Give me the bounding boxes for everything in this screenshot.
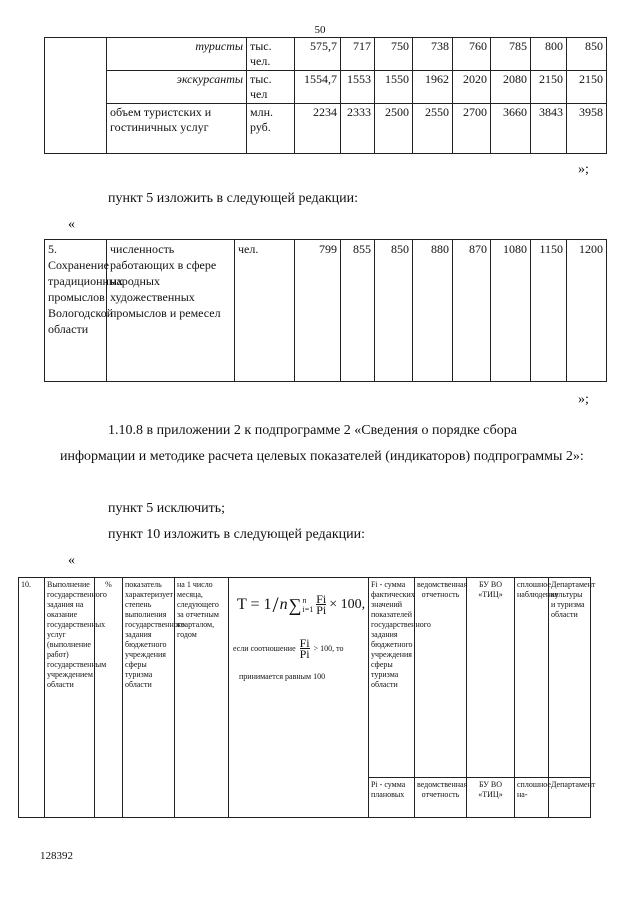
- value-cell: 3958: [567, 104, 607, 154]
- value-cell: 2150: [531, 71, 567, 104]
- row-number: 10.: [19, 578, 45, 818]
- value-cell: 3660: [491, 104, 531, 154]
- value-cell: 2020: [453, 71, 491, 104]
- closing-quote: »;: [578, 162, 589, 177]
- indicator-name: Выполнение государственного задания на оказание государственных услуг (выполнение работ) государственным учреждением области: [45, 578, 95, 818]
- value-cell: 1550: [375, 71, 413, 104]
- value-cell: 738: [413, 38, 453, 71]
- methodology-table: [18, 577, 596, 818]
- responsible-cell: БУ ВО «ТИЦ»: [467, 778, 515, 818]
- formula-lhs: T = 1: [237, 595, 272, 613]
- row-label: объем туристских и гостиничных услуг: [107, 104, 247, 154]
- paragraph: 1.10.8 в приложении 2 к подпрограмме 2 «Сведения о порядке сбора информации и методике расчета целевых показателей (индикаторов) подпрограммы 2»:: [60, 423, 584, 464]
- section-name: 5. Сохранение традиционных промыслов Вологодской области: [45, 240, 107, 382]
- value-cell: 850: [375, 240, 413, 382]
- value-cell: 1553: [341, 71, 375, 104]
- value-cell: 1150: [531, 240, 567, 382]
- responsible-cell: БУ ВО «ТИЦ»: [467, 578, 515, 778]
- department-cell: Департамент культуры и туризма области: [549, 578, 591, 778]
- variable-cell: Pi - сумма плановых: [369, 778, 415, 818]
- footer-code: 128392: [40, 850, 73, 862]
- frac-numerator: Fi: [316, 592, 327, 606]
- value-cell: 880: [413, 240, 453, 382]
- note-frac-numerator: Fi: [299, 636, 310, 650]
- formula-note-prefix: если соотношение: [233, 643, 296, 653]
- value-cell: 750: [375, 38, 413, 71]
- sum-upper: n: [302, 595, 307, 605]
- indicators-table-section5: [44, 239, 607, 382]
- indicator-name: численность работающих в сфере народных художественных промыслов и ремесел: [107, 240, 235, 382]
- department-cell: Департамент: [549, 778, 591, 818]
- value-cell: 1200: [567, 240, 607, 382]
- formula-cell: [229, 578, 369, 818]
- formula: [231, 580, 366, 684]
- value-cell: 760: [453, 38, 491, 71]
- value-cell: 2550: [413, 104, 453, 154]
- row-unit: тыс. чел.: [247, 38, 295, 71]
- value-cell: 1080: [491, 240, 531, 382]
- method-cell: ведомственная отчетность: [415, 578, 467, 778]
- variable-cell: Fi - сумма фактических значений показателей государственного задания бюджетного учреждения сферы туризма области: [369, 578, 415, 778]
- value-cell: 850: [567, 38, 607, 71]
- value-cell: 575,7: [295, 38, 341, 71]
- periodicity-cell: на 1 число месяца, следующего за отчетным кварталом, годом: [175, 578, 229, 818]
- paragraph: пункт 10 изложить в следующей редакции:: [108, 527, 365, 542]
- formula-note-suffix: > 100, то: [313, 643, 344, 653]
- unit-cell: %: [95, 578, 123, 818]
- paragraph: пункт 5 исключить;: [108, 501, 226, 516]
- value-cell: 2333: [341, 104, 375, 154]
- value-cell: 855: [341, 240, 375, 382]
- value-cell: 3843: [531, 104, 567, 154]
- table-row: [45, 71, 607, 104]
- page-number: 50: [314, 24, 326, 36]
- sum-lower: i=1: [302, 604, 314, 614]
- value-cell: 1962: [413, 71, 453, 104]
- formula-divider: n: [279, 595, 288, 613]
- value-cell: 799: [295, 240, 341, 382]
- unit-cell: чел.: [235, 240, 295, 382]
- closing-quote: »;: [578, 392, 589, 407]
- value-cell: 870: [453, 240, 491, 382]
- table-row: [45, 38, 607, 71]
- table-row: [45, 104, 607, 154]
- coverage-cell: сплошное на-: [515, 778, 549, 818]
- row-label: экскурсанты: [107, 71, 247, 104]
- note-frac-denominator: Pi: [299, 647, 310, 661]
- paragraph: пункт 5 изложить в следующей редакции:: [108, 191, 358, 206]
- indicators-table-top: [44, 37, 607, 154]
- definition-cell: показатель характеризует степень выполнения государственного задания бюджетного учреждения сферы туризма области: [123, 578, 175, 818]
- coverage-cell: сплошное наблюдение: [515, 578, 549, 778]
- value-cell: 785: [491, 38, 531, 71]
- row-label: туристы: [107, 38, 247, 71]
- value-cell: 2150: [567, 71, 607, 104]
- formula-slash: /: [272, 591, 279, 617]
- value-cell: 717: [341, 38, 375, 71]
- formula-note-line2: принимается равным 100: [239, 672, 326, 681]
- row-unit: тыс. чел: [247, 71, 295, 104]
- row-unit: млн. руб.: [247, 104, 295, 154]
- sigma-icon: ∑: [288, 594, 302, 615]
- opening-quote: «: [68, 217, 75, 232]
- value-cell: 2700: [453, 104, 491, 154]
- value-cell: 2500: [375, 104, 413, 154]
- opening-quote: «: [68, 553, 75, 568]
- value-cell: 2234: [295, 104, 341, 154]
- value-cell: 800: [531, 38, 567, 71]
- value-cell: 2080: [491, 71, 531, 104]
- frac-denominator: Pi: [316, 603, 327, 617]
- value-cell: 1554,7: [295, 71, 341, 104]
- method-cell: ведомственная отчетность: [415, 778, 467, 818]
- table-row: [45, 240, 607, 382]
- formula-tail: × 100,: [329, 596, 366, 612]
- table-row: [19, 578, 591, 778]
- sum-operator: [289, 596, 314, 614]
